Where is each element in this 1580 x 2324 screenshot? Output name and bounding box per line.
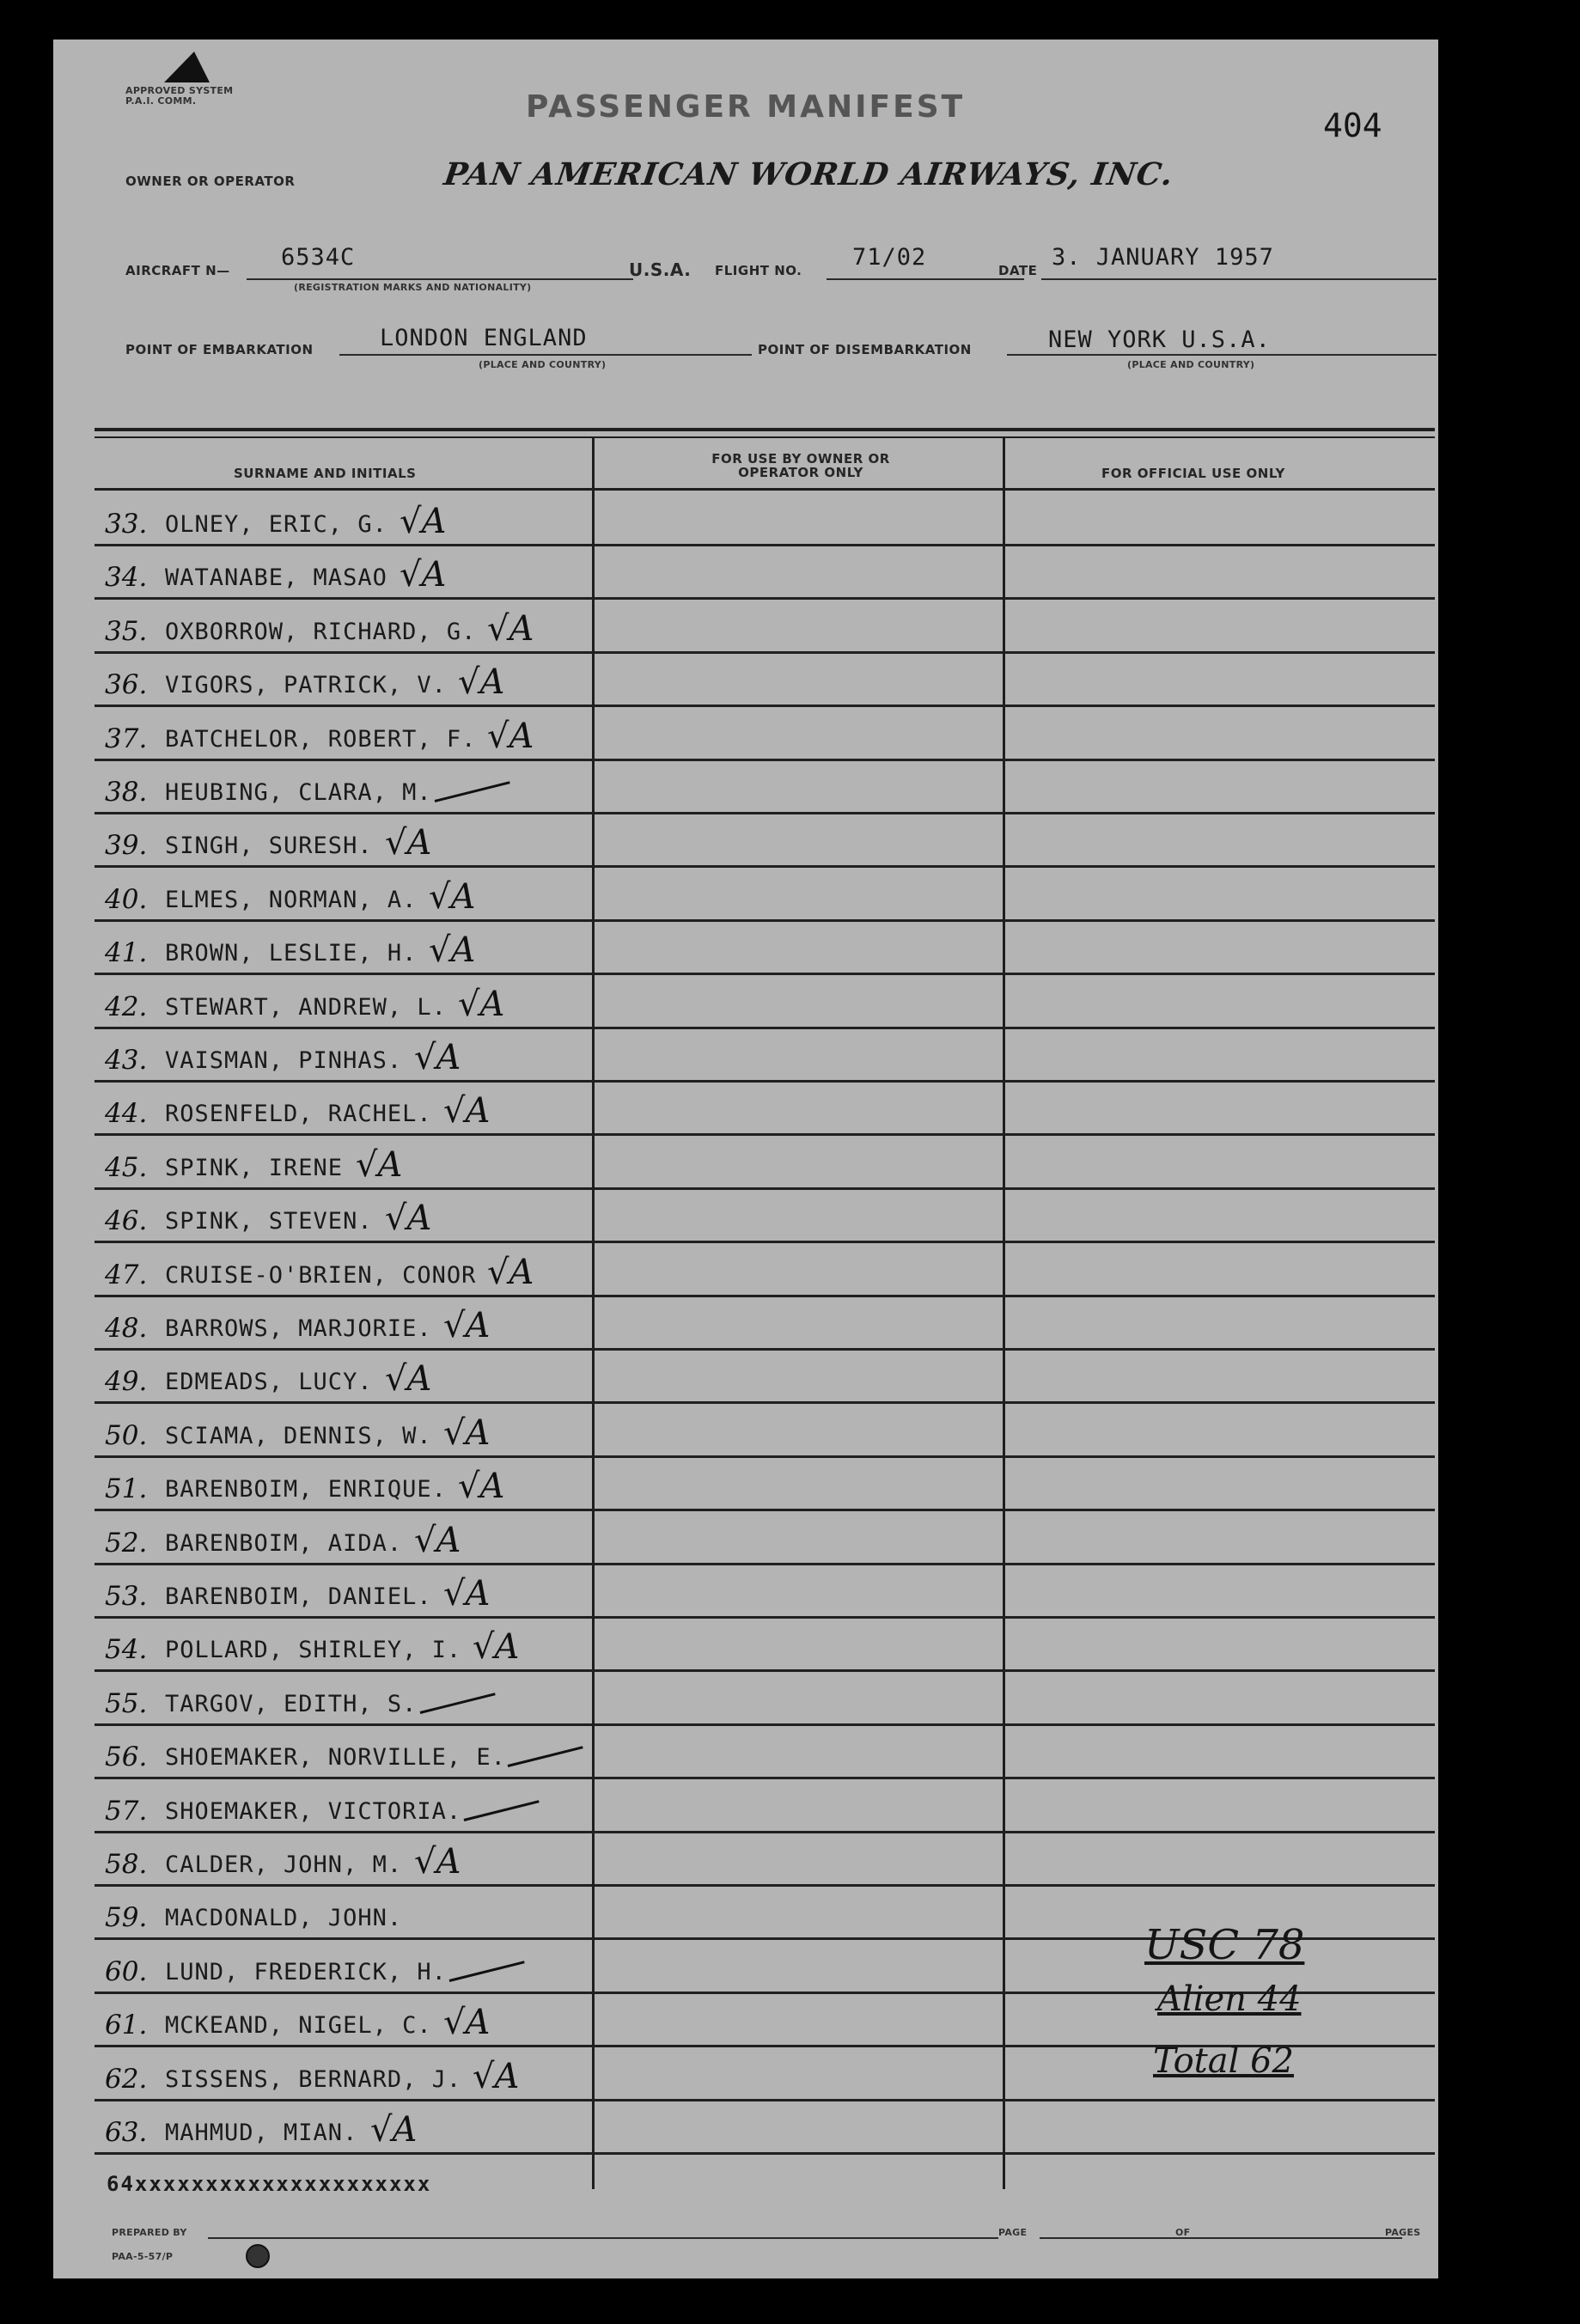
pen-stroke — [464, 1800, 540, 1821]
passenger-name: BATCHELOR, ROBERT, F. — [165, 725, 477, 753]
passenger-row — [95, 1673, 1435, 1726]
row-rule — [95, 2152, 1435, 2155]
passenger-row — [95, 1351, 1435, 1404]
form-code: PAA-5-57/P — [112, 2251, 174, 2262]
passenger-name: VIGORS, PATRICK, V. — [165, 672, 447, 699]
seal-icon — [246, 2244, 270, 2268]
passenger-row — [95, 1726, 1435, 1779]
check-mark: √A — [400, 502, 447, 541]
passenger-name: VAISMAN, PINHAS. — [165, 1047, 403, 1074]
passenger-row — [95, 869, 1435, 922]
passenger-name: BARROWS, MARJORIE. — [165, 1315, 432, 1342]
passenger-number: 54. — [105, 1634, 148, 1666]
check-mark: √A — [458, 984, 505, 1024]
col-header-surname: SURNAME AND INITIALS — [234, 466, 417, 481]
passenger-name: MCKEAND, NIGEL, C. — [165, 2012, 432, 2040]
passenger-number: 37. — [105, 723, 148, 754]
passenger-number: 52. — [105, 1527, 148, 1558]
passenger-row — [95, 1029, 1435, 1083]
check-mark: √A — [443, 1574, 491, 1613]
date-value: 3. JANUARY 1957 — [1052, 244, 1274, 271]
passenger-row — [95, 814, 1435, 868]
check-mark: √A — [443, 2003, 491, 2043]
passenger-row — [95, 1619, 1435, 1672]
passenger-row — [95, 1833, 1435, 1887]
passenger-name: BROWN, LESLIE, H. — [165, 940, 418, 967]
passenger-number: 34. — [105, 562, 148, 594]
passenger-number: 62. — [105, 2063, 148, 2095]
registration-note: (REGISTRATION MARKS AND NATIONALITY) — [294, 282, 532, 293]
approved-stamp-text: APPROVED SYSTEM P.A.I. COMM. — [125, 85, 234, 107]
triangle-mark-icon — [160, 50, 211, 84]
check-mark: √A — [458, 1467, 505, 1507]
pen-stroke — [420, 1693, 496, 1714]
disembarkation-value: NEW YORK U.S.A. — [1048, 326, 1271, 353]
passenger-number: 44. — [105, 1098, 148, 1130]
total-alien: Alien 44 — [1157, 1979, 1302, 2019]
passenger-number: 43. — [105, 1045, 148, 1076]
check-mark: √A — [487, 1252, 534, 1292]
passenger-number: 53. — [105, 1581, 148, 1612]
passenger-number: 41. — [105, 937, 148, 969]
check-mark: √A — [356, 1144, 403, 1185]
struck-row: 64xxxxxxxxxxxxxxxxxxxxx — [107, 2172, 432, 2196]
passenger-row — [95, 708, 1435, 761]
passenger-number: 39. — [105, 830, 148, 862]
passenger-name: MAHMUD, MIAN. — [165, 2120, 358, 2146]
place-note-embarkation: (PLACE AND COUNTRY) — [479, 359, 607, 370]
passenger-number: 47. — [105, 1259, 148, 1290]
passenger-row — [95, 1565, 1435, 1619]
disembarkation-label: POINT OF DISEMBARKATION — [758, 342, 972, 357]
passenger-number: 50. — [105, 1419, 148, 1451]
col-header-official-use: FOR OFFICIAL USE ONLY — [1101, 466, 1285, 481]
passenger-name: SISSENS, BERNARD, J. — [165, 2065, 462, 2093]
passenger-row — [95, 1405, 1435, 1458]
passenger-row — [95, 546, 1435, 600]
passenger-row — [95, 1083, 1435, 1136]
manifest-sheet — [53, 40, 1438, 2278]
passenger-name: HEUBING, CLARA, M. — [165, 779, 432, 806]
passenger-number: 40. — [105, 883, 148, 915]
passenger-row — [95, 1458, 1435, 1511]
aircraft-value: 6534C — [281, 244, 356, 271]
usa-label: U.S.A. — [629, 259, 692, 280]
passenger-row — [95, 761, 1435, 814]
date-label: DATE — [998, 263, 1038, 278]
passenger-row — [95, 493, 1435, 546]
passenger-name: LUND, FREDERICK, H. — [165, 1958, 447, 1985]
place-note-disembarkation: (PLACE AND COUNTRY) — [1127, 359, 1255, 370]
total-usc: USC 78 — [1144, 1921, 1305, 1969]
passenger-number: 60. — [105, 1955, 148, 1987]
passenger-row — [95, 1244, 1435, 1297]
of-label: OF — [1175, 2227, 1191, 2238]
passenger-name: POLLARD, SHIRLEY, I. — [165, 1637, 462, 1664]
pen-stroke — [508, 1746, 583, 1767]
check-mark: √A — [429, 930, 476, 971]
passenger-name: BARENBOIM, DANIEL. — [165, 1583, 432, 1610]
passenger-number: 56. — [105, 1741, 148, 1773]
passenger-number: 33. — [105, 509, 148, 540]
passenger-number: 48. — [105, 1313, 148, 1344]
check-mark: √A — [385, 1199, 432, 1239]
check-mark: √A — [487, 608, 534, 649]
passenger-name: TARGOV, EDITH, S. — [165, 1690, 418, 1717]
passenger-name: ELMES, NORMAN, A. — [165, 886, 418, 913]
pages-label: PAGES — [1385, 2227, 1421, 2238]
passenger-row — [95, 2101, 1435, 2155]
passenger-name: SHOEMAKER, VICTORIA. — [165, 1797, 462, 1825]
passenger-name: BARENBOIM, AIDA. — [165, 1529, 403, 1557]
flight-value: 71/02 — [852, 244, 927, 271]
check-mark: √A — [443, 1306, 491, 1345]
passenger-number: 49. — [105, 1366, 148, 1398]
passenger-number: 35. — [105, 615, 148, 647]
passenger-number: 59. — [105, 1902, 148, 1934]
passenger-name: CALDER, JOHN, M. — [165, 1851, 403, 1878]
passenger-row — [95, 922, 1435, 975]
check-mark: √A — [473, 1627, 520, 1668]
flight-label: FLIGHT NO. — [715, 263, 802, 278]
passenger-row — [95, 601, 1435, 654]
passenger-row — [95, 654, 1435, 707]
passenger-name: SPINK, IRENE — [165, 1154, 344, 1181]
passenger-number: 55. — [105, 1687, 148, 1719]
passenger-name: EDMEADS, LUCY. — [165, 1369, 373, 1396]
passenger-name: SCIAMA, DENNIS, W. — [165, 1422, 432, 1449]
passenger-name: BARENBOIM, ENRIQUE. — [165, 1476, 447, 1504]
passenger-name: MACDONALD, JOHN. — [165, 1905, 403, 1932]
check-mark: √A — [458, 662, 505, 703]
passenger-name: SPINK, STEVEN. — [165, 1208, 373, 1235]
passenger-row — [95, 1780, 1435, 1833]
passenger-name: STEWART, ANDREW, L. — [165, 993, 447, 1021]
check-mark: √A — [429, 876, 476, 917]
document-title: PASSENGER MANIFEST — [526, 89, 966, 125]
passenger-name: OXBORROW, RICHARD, G. — [165, 618, 477, 645]
passenger-number: 63. — [105, 2117, 148, 2148]
passenger-name: SHOEMAKER, NORVILLE, E. — [165, 1744, 506, 1772]
check-mark: √A — [385, 823, 432, 863]
embarkation-label: POINT OF EMBARKATION — [125, 342, 314, 357]
passenger-number: 57. — [105, 1795, 148, 1827]
passenger-row — [95, 1297, 1435, 1351]
passenger-name: SINGH, SURESH. — [165, 833, 373, 860]
aircraft-label: AIRCRAFT N— — [125, 263, 230, 278]
passenger-name: CRUISE-O'BRIEN, CONOR — [165, 1261, 477, 1289]
check-mark: √A — [400, 555, 447, 595]
passenger-number: 38. — [105, 777, 148, 808]
passenger-number: 42. — [105, 991, 148, 1022]
passenger-number: 46. — [105, 1205, 148, 1237]
check-mark: √A — [487, 716, 534, 756]
owner-label: OWNER OR OPERATOR — [125, 174, 296, 189]
passenger-number: 36. — [105, 669, 148, 701]
passenger-row — [95, 976, 1435, 1029]
pen-stroke — [449, 1961, 525, 1982]
page-label: PAGE — [998, 2227, 1028, 2238]
check-mark: √A — [414, 1038, 461, 1077]
col-header-owner-use: FOR USE BY OWNER OR OPERATOR ONLY — [711, 451, 890, 480]
check-mark: √A — [385, 1359, 432, 1400]
check-mark: √A — [414, 1520, 461, 1560]
check-mark: √A — [443, 1091, 491, 1132]
passenger-name: ROSENFELD, RACHEL. — [165, 1101, 432, 1128]
page-number: 404 — [1323, 107, 1382, 144]
prepared-by-label: PREPARED BY — [112, 2227, 187, 2238]
check-mark: √A — [443, 1412, 491, 1453]
owner-value: PAN AMERICAN WORLD AIRWAYS, INC. — [442, 156, 1176, 192]
passenger-number: 51. — [105, 1473, 148, 1505]
check-mark: √A — [473, 2056, 520, 2096]
check-mark: √A — [370, 2110, 418, 2150]
passenger-row — [95, 1137, 1435, 1190]
passenger-number: 45. — [105, 1151, 148, 1183]
passenger-row — [95, 1190, 1435, 1243]
pen-stroke — [435, 781, 510, 802]
approval-stamp — [125, 50, 237, 110]
passenger-number: 58. — [105, 1849, 148, 1880]
passenger-row — [95, 1512, 1435, 1565]
passenger-name: WATANABE, MASAO — [165, 564, 387, 592]
total-passengers: Total 62 — [1153, 2041, 1294, 2081]
passenger-name: OLNEY, ERIC, G. — [165, 511, 387, 538]
check-mark: √A — [414, 1842, 461, 1882]
passenger-number: 61. — [105, 2010, 148, 2041]
embarkation-value: LONDON ENGLAND — [380, 325, 588, 351]
